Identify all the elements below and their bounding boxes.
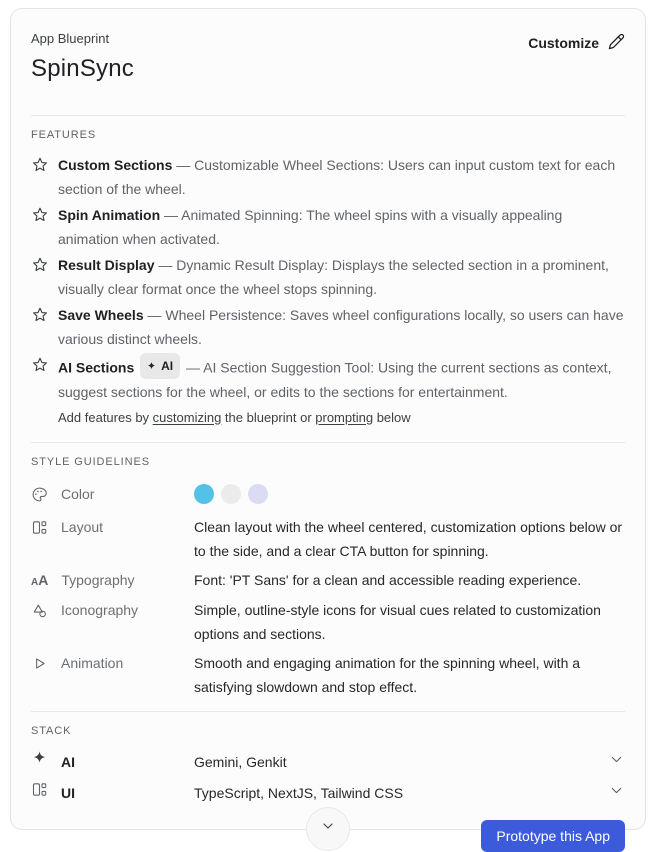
feature-name: AI Sections (58, 360, 134, 376)
feature-item (31, 253, 625, 301)
star-icon (31, 256, 49, 301)
feature-item (31, 303, 625, 351)
features-section-label: FEATURES (31, 129, 625, 141)
customize-button[interactable] (528, 31, 625, 55)
app-blueprint-card (10, 8, 646, 830)
feature-item (31, 153, 625, 201)
feature-description: Animated Spinning: The wheel spins with a visually appealing animation when activated. (58, 207, 562, 247)
style-row-value: Clean layout with the wheel centered, customization options below or to the side, and a clear CTA button for spinning. (194, 515, 625, 563)
palette-icon (31, 486, 48, 510)
style-guidelines-list (31, 482, 625, 699)
stack-row-value: Gemini, Genkit (194, 754, 605, 770)
feature-dash: — (186, 360, 203, 376)
style-row-label: Animation (61, 651, 123, 675)
feature-name: Result Display (58, 257, 154, 273)
feature-name: Spin Animation (58, 207, 160, 223)
feature-name: Custom Sections (58, 157, 172, 173)
features-list (31, 153, 625, 426)
style-row-typography (31, 568, 625, 593)
style-row-label: Layout (61, 515, 103, 539)
feature-dash: — (176, 157, 194, 173)
chevron-down-icon[interactable] (608, 782, 625, 804)
style-row-value: Smooth and engaging animation for the spinning wheel, with a satisfying slowdown and stop effect. (194, 651, 625, 699)
style-row-label: Iconography (61, 598, 138, 622)
feature-dash: — (164, 207, 181, 223)
sparkle-ai-icon (31, 750, 48, 774)
pencil-icon (608, 33, 625, 53)
divider (31, 442, 625, 443)
chevron-down-icon (320, 818, 336, 839)
color-swatch-accent (248, 484, 268, 504)
star-icon (31, 156, 49, 201)
feature-description: Customizable Wheel Sections: Users can input custom text for each section of the wheel. (58, 157, 615, 197)
feature-description: AI Section Suggestion Tool: Using the current sections as context, suggest sections for the wheel, or edits to the sections for entertainment. (58, 360, 611, 400)
style-row-layout (31, 515, 625, 563)
feature-description: Wheel Persistence: Saves wheel configurations locally, so users can have various distinct wheels. (58, 307, 623, 347)
divider (31, 711, 625, 712)
stack-row-ui[interactable] (31, 781, 625, 805)
stack-section-label: STACK (31, 725, 625, 737)
play-icon (31, 655, 48, 679)
style-guidelines-section-label: STYLE GUIDELINES (31, 456, 625, 468)
stack-row-value: TypeScript, NextJS, Tailwind CSS (194, 785, 605, 801)
customize-button-label: Customize (528, 35, 599, 51)
sparkle-ai-icon (146, 361, 157, 372)
star-icon (31, 206, 49, 251)
feature-name: Save Wheels (58, 307, 144, 323)
prompting-link[interactable]: prompting (315, 410, 373, 425)
style-row-animation (31, 651, 625, 699)
note-text: the blueprint or (221, 410, 315, 425)
eyebrow-label: App Blueprint (31, 31, 134, 47)
color-swatch-background (221, 484, 241, 504)
chevron-down-icon[interactable] (608, 751, 625, 773)
star-icon (31, 306, 49, 351)
scroll-down-button[interactable] (306, 807, 350, 851)
shapes-icon (31, 602, 48, 626)
ai-badge (140, 353, 180, 379)
style-row-label: Typography (61, 568, 134, 592)
stack-row-ai[interactable] (31, 750, 625, 774)
add-features-note (58, 410, 625, 426)
typography-icon: AA (31, 572, 48, 593)
style-row-label: Color (61, 482, 94, 506)
feature-dash: — (158, 257, 176, 273)
style-row-value: Simple, outline-style icons for visual cues related to customization options and sections. (194, 598, 625, 646)
stack-row-label: AI (61, 750, 75, 774)
page-title: SpinSync (31, 54, 134, 84)
ai-badge-label: AI (161, 354, 173, 378)
header (31, 31, 625, 84)
stack-row-label: UI (61, 781, 75, 805)
style-row-iconography (31, 598, 625, 646)
feature-dash: — (148, 307, 166, 323)
feature-item (31, 203, 625, 251)
layout-icon (31, 781, 48, 805)
feature-description: Dynamic Result Display: Displays the selected section in a prominent, visually clear format once the wheel stops spinning. (58, 257, 609, 297)
note-text: below (373, 410, 411, 425)
note-text: Add features by (58, 410, 153, 425)
prototype-this-app-button[interactable]: Prototype this App (481, 820, 625, 852)
star-icon (31, 356, 49, 404)
style-row-color (31, 482, 625, 510)
customizing-link[interactable]: customizing (153, 410, 222, 425)
color-swatch-primary (194, 484, 214, 504)
stack-list (31, 750, 625, 805)
divider (31, 115, 625, 116)
style-row-value: Font: 'PT Sans' for a clean and accessible reading experience. (194, 568, 625, 593)
layout-icon (31, 519, 48, 543)
feature-item (31, 353, 625, 404)
color-swatches (194, 482, 625, 506)
